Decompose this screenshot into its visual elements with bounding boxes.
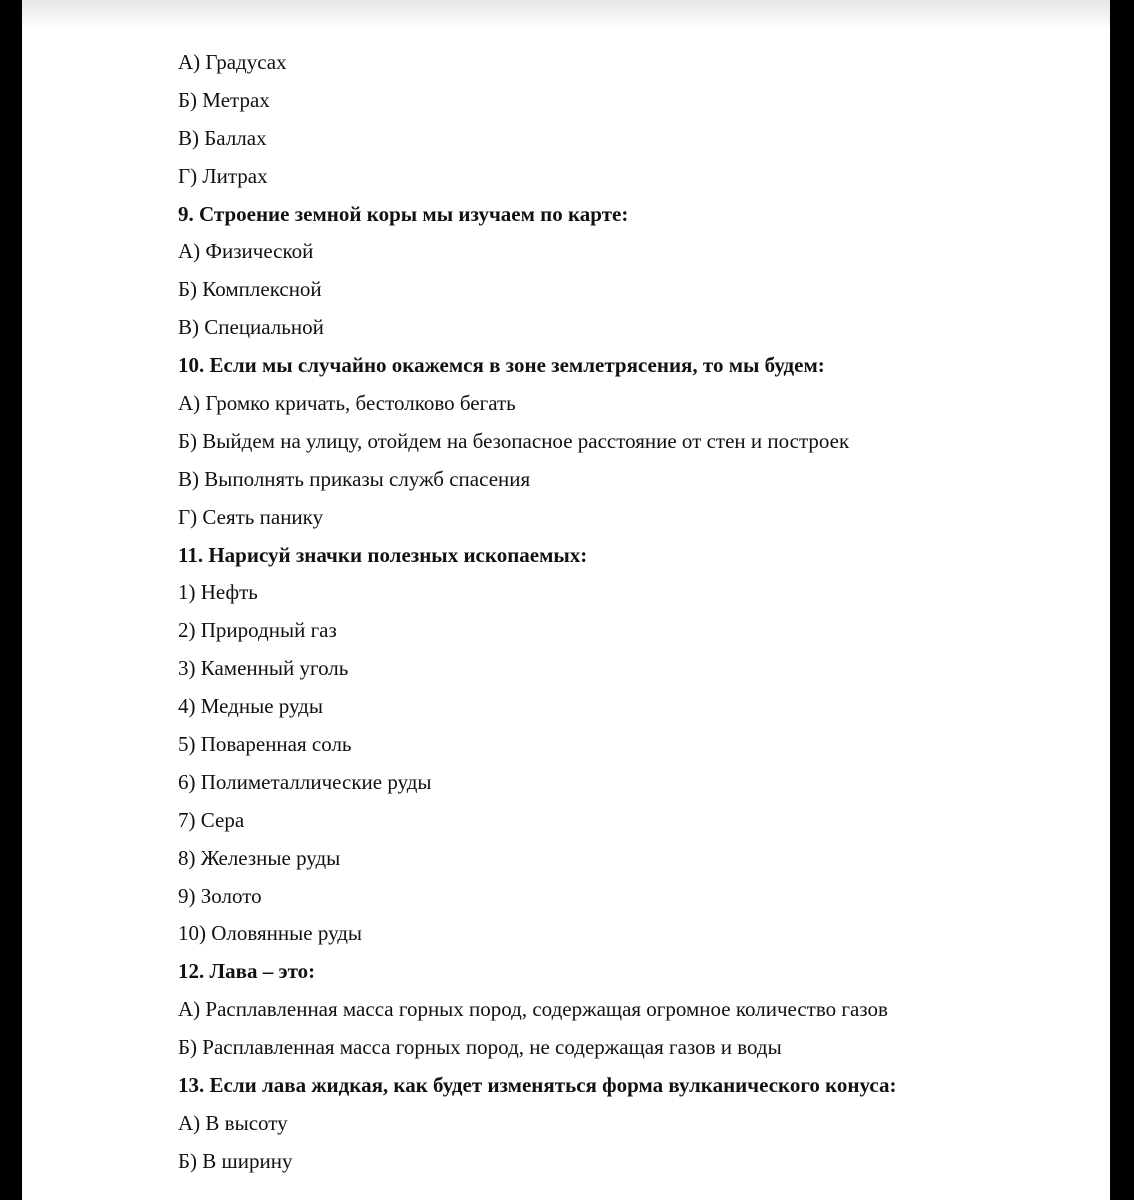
answer-option: А) Физической bbox=[178, 239, 314, 264]
question-10: 10. Если мы случайно окажемся в зоне землетрясения, то мы будем: bbox=[178, 353, 825, 378]
list-item: 10) Оловянные руды bbox=[178, 921, 363, 946]
document-text bbox=[178, 44, 896, 1181]
document-page bbox=[22, 0, 1110, 1200]
list-item: 4) Медные руды bbox=[178, 694, 323, 719]
question-13: 13. Если лава жидкая, как будет изменяться форма вулканического конуса: bbox=[178, 1073, 897, 1098]
answer-option: В) Специальной bbox=[178, 315, 324, 340]
answer-option: Б) Выйдем на улицу, отойдем на безопасное расстояние от стен и построек bbox=[178, 428, 850, 453]
answer-option: А) В высоту bbox=[178, 1110, 288, 1135]
list-item: 2) Природный газ bbox=[178, 618, 337, 643]
list-item: 8) Железные руды bbox=[178, 845, 341, 870]
answer-option: А) Расплавленная масса горных пород, содержащая огромное количество газов bbox=[178, 997, 888, 1022]
question-9: 9. Строение земной коры мы изучаем по карте: bbox=[178, 201, 629, 226]
page-top-shadow bbox=[22, 0, 1110, 30]
answer-option: Б) Расплавленная масса горных пород, не содержащая газов и воды bbox=[178, 1035, 782, 1060]
answer-option: Г) Сеять панику bbox=[178, 504, 324, 529]
question-11: 11. Нарисуй значки полезных ископаемых: bbox=[178, 542, 588, 567]
question-12: 12. Лава – это: bbox=[178, 959, 316, 984]
list-item: 7) Сера bbox=[178, 807, 245, 832]
answer-option: В) Баллах bbox=[178, 125, 267, 150]
answer-option: Б) Метрах bbox=[178, 87, 270, 112]
answer-option: В) Выполнять приказы служб спасения bbox=[178, 466, 531, 491]
list-item: 6) Полиметаллические руды bbox=[178, 769, 432, 794]
list-item: 5) Поваренная соль bbox=[178, 732, 352, 757]
list-item: 1) Нефть bbox=[178, 580, 258, 605]
answer-option: Б) В ширину bbox=[178, 1148, 293, 1173]
list-item: 9) Золото bbox=[178, 883, 262, 908]
answer-option: Б) Комплексной bbox=[178, 277, 322, 302]
list-item: 3) Каменный уголь bbox=[178, 656, 349, 681]
answer-option: А) Громко кричать, бестолково бегать bbox=[178, 391, 516, 416]
answer-option: А) Градусах bbox=[178, 50, 287, 74]
answer-option: Г) Литрах bbox=[178, 163, 268, 188]
